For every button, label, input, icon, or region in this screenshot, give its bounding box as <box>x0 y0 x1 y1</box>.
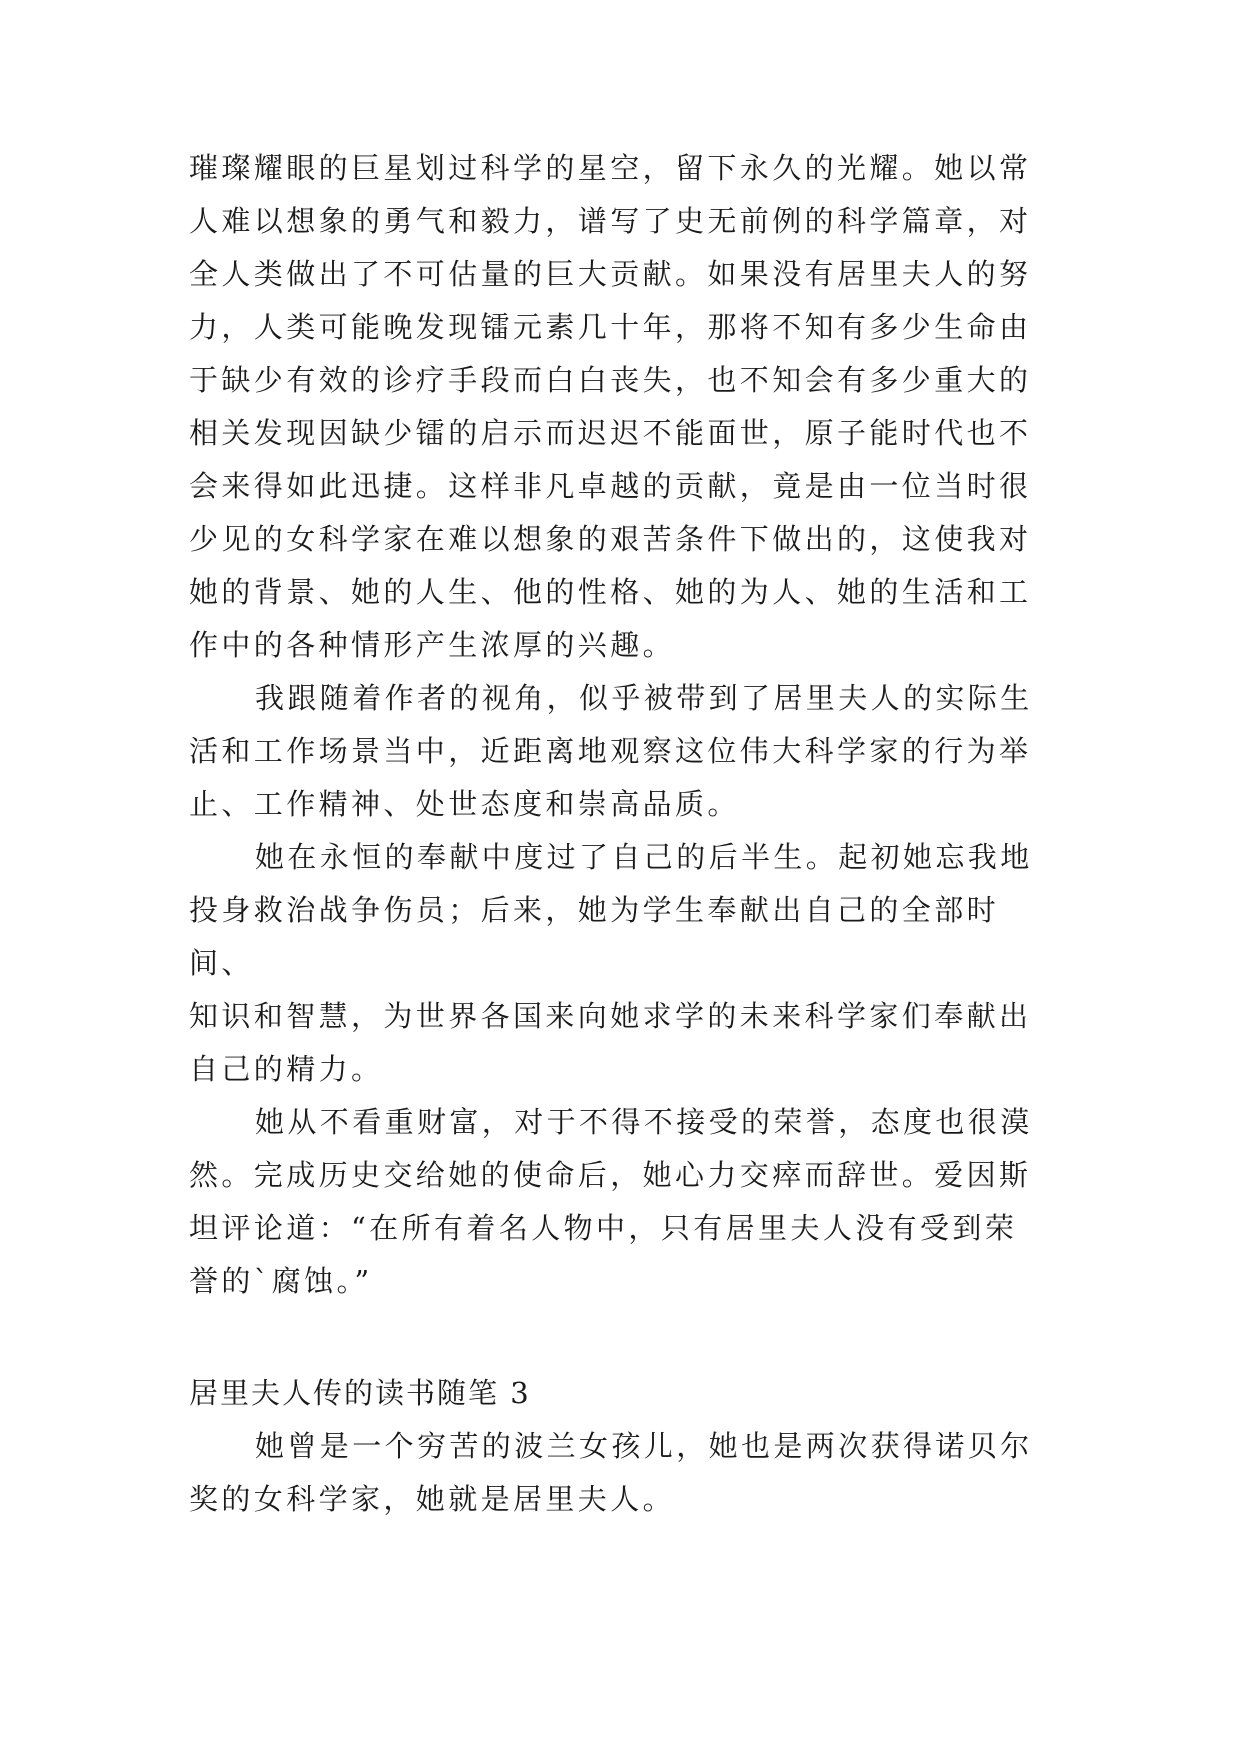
paragraph-dedication: 她在永恒的奉献中度过了自己的后半生。起初她忘我地 投身救治战争伤员；后来，她为学生奉献出自己的全部时间、 知识和智慧，为世界各国来向她求学的未来科学家们奉献出 自己的精力。 <box>189 840 1033 1086</box>
paragraph-perspective: 我跟随着作者的视角，似乎被带到了居里夫人的实际生 活和工作场景当中，近距离地观察这位伟大科学家的行为举 止、工作精神、处世态度和崇高品质。 <box>189 681 1033 821</box>
essay-body-continued <box>189 1420 1051 1526</box>
paragraph-opening: 璀璨耀眼的巨星划过科学的星空，留下永久的光耀。她以常 人难以想象的勇气和毅力，谱写了史无前例的科学篇章，对 全人类做出了不可估量的巨大贡献。如果没有居里夫人的努 力，人类可能晚发现镭元素几十年，那将不知有多少生命由 于缺少有效的诊疗手段而白白丧失，也不知会有多少重大的 相关发现因缺少镭的启示而迟迟不能面世，原子能时代也不 会来得如此迅捷。这样非凡卓越的贡献，竟是由一位当时很 少见的女科学家在难以想象的艰苦条件下做出的，这使我对 她的背景、她的人生、他的性格、她的为人、她的生活和工 作中的各种情形产生浓厚的兴趣。 <box>189 151 1032 662</box>
essay-body <box>189 142 1051 1308</box>
section-heading: 居里夫人传的读书随笔 3 <box>189 1376 531 1410</box>
paragraph-introduction: 她曾是一个穷苦的波兰女孩儿，她也是两次获得诺贝尔 奖的女科学家，她就是居里夫人。 <box>189 1429 1033 1516</box>
paragraph-honor: 她从不看重财富，对于不得不接受的荣誉，态度也很漠 然。完成历史交给她的使命后，她心力交瘁而辞世。爱因斯 坦评论道：“在所有着名人物中，只有居里夫人没有受到荣 誉的`腐蚀。” <box>189 1105 1033 1298</box>
